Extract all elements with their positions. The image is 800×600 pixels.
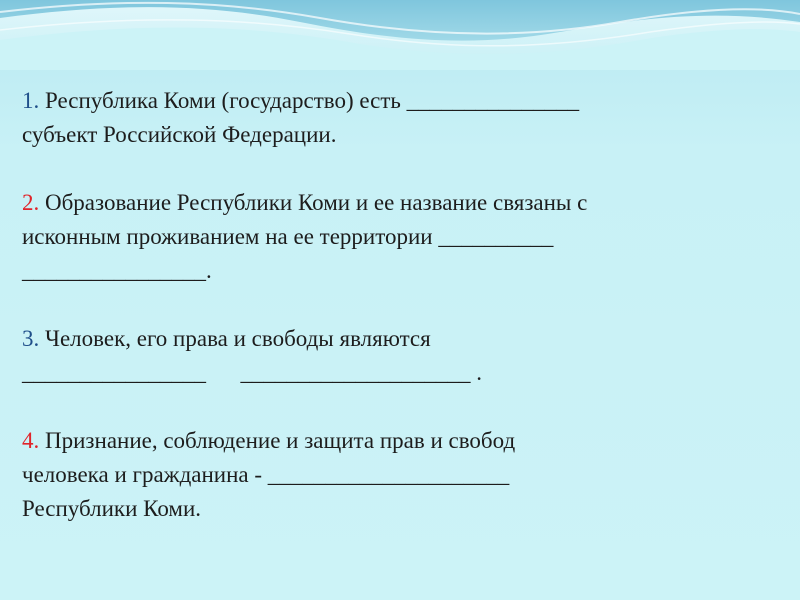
decorative-waves <box>0 0 800 70</box>
item-number: 4. <box>22 428 40 453</box>
line-text: ________________. <box>22 258 212 283</box>
paragraph-line <box>22 186 792 220</box>
item-number: 3. <box>22 326 40 351</box>
line-text: исконным проживанием на ее территории __________ <box>22 224 554 249</box>
line-text: Признание, соблюдение и защита прав и свобод <box>45 428 516 453</box>
item-number: 2. <box>22 190 40 215</box>
line-text: Образование Республики Коми и ее название связаны с <box>45 190 588 215</box>
line-text: субъект Российской Федерации. <box>22 122 337 147</box>
paragraph-2 <box>22 186 792 288</box>
paragraph-4 <box>22 424 792 526</box>
paragraph-1 <box>22 84 792 152</box>
line-text: Республики Коми. <box>22 496 202 521</box>
paragraph-line <box>22 84 792 118</box>
slide-content <box>22 84 792 526</box>
item-number: 1. <box>22 88 40 113</box>
paragraph-line <box>22 322 792 356</box>
paragraph-3 <box>22 322 792 390</box>
line-text: Человек, его права и свободы являются <box>45 326 431 351</box>
paragraph-line <box>22 424 792 458</box>
line-text: Республика Коми (государство) есть _______________ <box>45 88 580 113</box>
line-text: ________________ ____________________ . <box>22 360 482 385</box>
line-text: человека и гражданина - _____________________ <box>22 462 510 487</box>
